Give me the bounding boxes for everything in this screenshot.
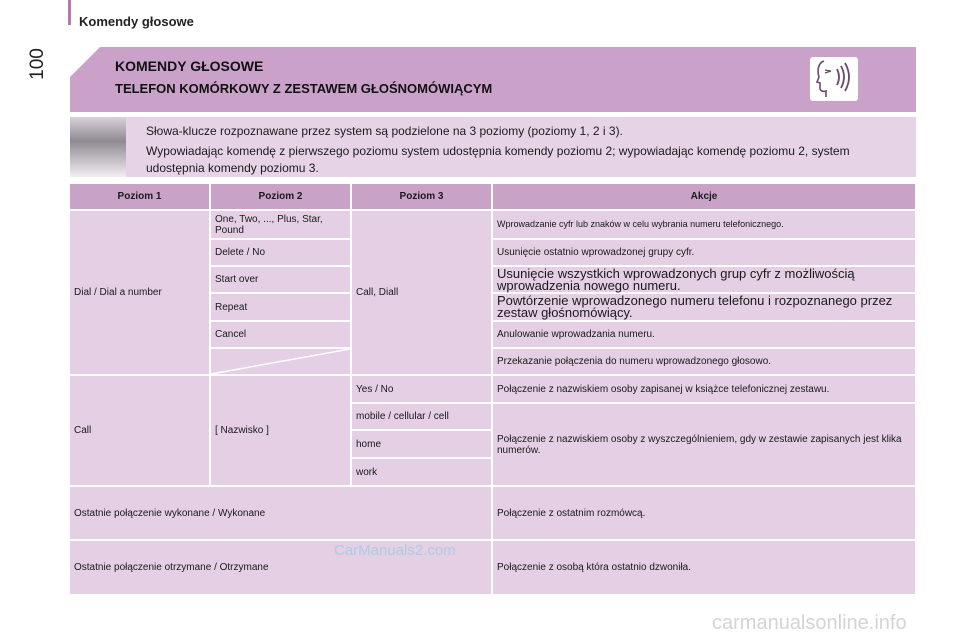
intro-paragraph-2: Wypowiadając komendę z pierwszego poziomu system udostępnia komendy poziomu 2; wypowiadając komendę poziomu 2, system udostępnia komendy poziomu 3.: [146, 144, 850, 175]
side-rule: [68, 0, 71, 25]
col-header-level1: Poziom 1: [70, 184, 209, 209]
call-level3-home: home: [352, 431, 491, 457]
call-level3-mobile: mobile / cellular / cell: [352, 404, 491, 429]
dial-level2-delete: Delete / No: [211, 240, 350, 265]
call-action-grouped: Połączenie z nazwiskiem osoby z wyszczególnieniem, gdy w zestawie zapisanych jest klika numerów.: [493, 404, 915, 485]
dial-level1: Dial / Dial a number: [70, 211, 209, 374]
dial-action-transfer: Przekazanie połączenia do numeru wprowadzonego głosowo.: [493, 349, 915, 374]
section-title: KOMENDY GŁOSOWE: [115, 58, 264, 74]
section-subtitle: TELEFON KOMÓRKOWY Z ZESTAWEM GŁOŚNOMÓWIĄCYM: [115, 81, 493, 96]
dial-action-start-over: Usunięcie wszystkich wprowadzonych grup cyfr z możliwością wprowadzenia nowego numeru.: [493, 267, 915, 292]
voice-command-icon: [810, 57, 858, 101]
call-level3-work: work: [352, 459, 491, 485]
intro-paragraph-1: Słowa-klucze rozpoznawane przez system są podzielone na 3 poziomy (poziomy 1, 2 i 3).: [146, 124, 623, 138]
page-number: 100: [27, 48, 49, 80]
intro-thumbnail: [70, 117, 126, 177]
dial-level2-start-over: Start over: [211, 267, 350, 292]
col-header-level2: Poziom 2: [211, 184, 350, 209]
dial-action-repeat: Powtórzenie wprowadzonego numeru telefonu i rozpoznanego przez zestaw głośnomówiący.: [493, 294, 915, 320]
watermark-carmanuals2: CarManuals2.com: [334, 542, 456, 559]
call-action-yes-no: Połączenie z nazwiskiem osoby zapisanej w książce telefonicznej zestawu.: [493, 376, 915, 402]
page-header-title: Komendy głosowe: [79, 14, 194, 29]
last-dialed-label: Ostatnie połączenie wykonane / Wykonane: [70, 487, 491, 539]
dial-action-cancel: Anulowanie wprowadzania numeru.: [493, 322, 915, 347]
watermark-carmanualsonline: carmanualsonline.info: [712, 612, 907, 634]
last-dialed-action: Połączenie z ostatnim rozmówcą.: [493, 487, 915, 539]
call-level1: Call: [70, 376, 209, 485]
last-received-action: Połączenie z osobą która ostatnio dzwoniła.: [493, 541, 915, 594]
call-level2-name: [ Nazwisko ]: [211, 376, 350, 485]
call-level3-yes-no: Yes / No: [352, 376, 491, 402]
dial-level2-repeat: Repeat: [211, 294, 350, 320]
col-header-actions: Akcje: [493, 184, 915, 209]
section-banner: [70, 47, 916, 112]
dial-level3: Call, Diall: [352, 211, 491, 374]
dial-level2-digits: One, Two, ..., Plus, Star, Pound: [211, 211, 350, 238]
dial-level2-cancel: Cancel: [211, 322, 350, 347]
empty-cell-slash: [211, 349, 350, 374]
dial-action-delete: Usunięcie ostatnio wprowadzonej grupy cyfr.: [493, 240, 915, 265]
dial-level2-empty: [211, 349, 350, 374]
col-header-level3: Poziom 3: [352, 184, 491, 209]
dial-action-digits: Wprowadzanie cyfr lub znaków w celu wybrania numeru telefonicznego.: [493, 211, 915, 238]
last-received-label: Ostatnie połączenie otrzymane / Otrzymane: [70, 541, 491, 594]
